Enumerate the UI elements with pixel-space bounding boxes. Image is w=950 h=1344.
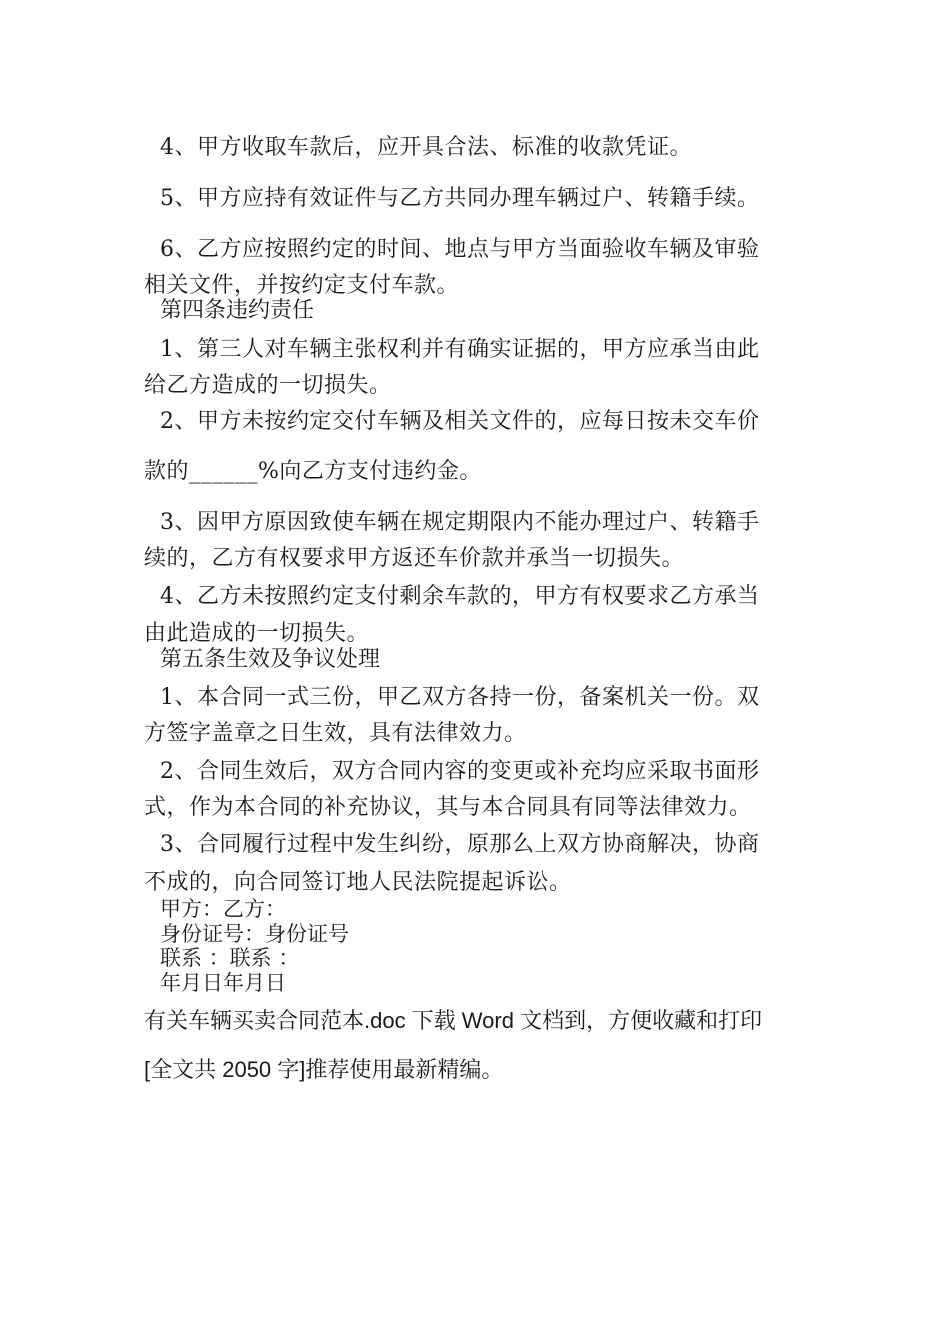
signature-contact: 联系 ：联系 ： bbox=[160, 946, 300, 970]
s4-item2-line1: 2、甲方未按约定交付车辆及相关文件的，应每日按未交车价 bbox=[160, 409, 760, 434]
signature-parties: 甲方：乙方： bbox=[160, 897, 286, 921]
s5-item3-line1: 3、合同履行过程中发生纠纷，原那么上双方协商解决，协商 bbox=[160, 832, 760, 857]
clause-6-inspection-line2: 相关文件，并按约定支付车款。 bbox=[144, 273, 460, 298]
s5-item1-line1: 1、本合同一式三份，甲乙双方各持一份，备案机关一份。双 bbox=[160, 685, 760, 710]
s4-item1-line2: 给乙方造成的一切损失。 bbox=[144, 373, 392, 398]
s4-item1-line1: 1、第三人对车辆主张权利并有确实证据的，甲方应承当由此 bbox=[160, 337, 760, 362]
signature-date: 年月日年月日 bbox=[160, 971, 286, 995]
signature-id-numbers: 身份证号：身份证号 bbox=[160, 922, 349, 946]
s4-item4-line1: 4、乙方未按照约定支付剩余车款的，甲方有权要求乙方承当 bbox=[160, 584, 760, 609]
s4-item4-line2: 由此造成的一切损失。 bbox=[144, 621, 370, 646]
s4-item2-line2: 款的______%向乙方支付违约金。 bbox=[144, 459, 482, 484]
s5-item2-line1: 2、合同生效后，双方合同内容的变更或补充均应采取书面形 bbox=[160, 759, 760, 784]
s4-item3-line2: 续的，乙方有权要求甲方返还车价款并承当一切损失。 bbox=[144, 546, 685, 571]
clause-5-transfer-procedures: 5、甲方应持有效证件与乙方共同办理车辆过户、转籍手续。 bbox=[160, 186, 760, 211]
clause-6-inspection-line1: 6、乙方应按照约定的时间、地点与甲方当面验收车辆及审验 bbox=[160, 237, 760, 262]
clause-4-payment-receipt: 4、甲方收取车款后，应开具合法、标准的收款凭证。 bbox=[160, 135, 692, 160]
s5-item3-line2: 不成的，向合同签订地人民法院提起诉讼。 bbox=[144, 870, 572, 895]
footer-download-note: 有关车辆买卖合同范本.doc 下载 Word 文档到，方便收藏和打印 bbox=[144, 1008, 763, 1033]
s5-item1-line2: 方签字盖章之日生效，具有法律效力。 bbox=[144, 721, 527, 746]
s4-item3-line1: 3、因甲方原因致使车辆在规定期限内不能办理过户、转籍手 bbox=[160, 510, 760, 535]
s5-item2-line2: 式，作为本合同的补充协议，其与本合同具有同等法律效力。 bbox=[144, 795, 752, 820]
section-4-heading: 第四条违约责任 bbox=[160, 298, 315, 323]
section-5-heading: 第五条生效及争议处理 bbox=[160, 647, 381, 672]
footer-word-count: [全文共 2050 字]推荐使用最新精编。 bbox=[144, 1057, 504, 1082]
